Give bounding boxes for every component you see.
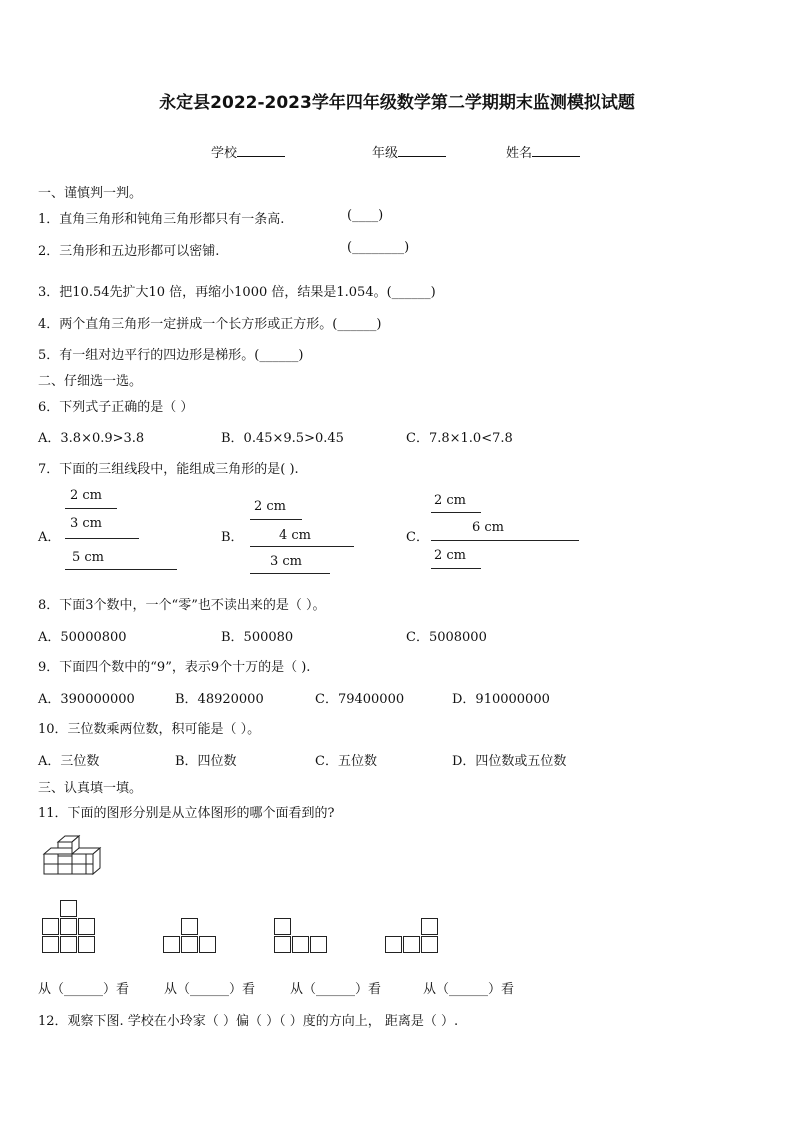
q10-option-d[interactable]: D．四位数或五位数	[452, 754, 567, 769]
section-heading-1: 一、谨慎判一判。	[38, 186, 143, 201]
q7-c-segment-label-3: 2 cm	[434, 548, 467, 563]
q8-option-c[interactable]: C．5008000	[406, 630, 487, 645]
question-7: 7．下面的三组线段中，能组成三角形的是( ).	[38, 462, 299, 477]
q7-b-segment-label-3: 3 cm	[270, 554, 303, 569]
q7-option-a[interactable]: A．	[38, 530, 61, 545]
question-11: 11．下面的图形分别是从立体图形的哪个面看到的?	[38, 806, 335, 821]
q7-b-segment-1	[250, 519, 302, 520]
q7-b-segment-2	[250, 546, 354, 547]
cube-stack-figure	[38, 832, 110, 878]
grade-label: 年级	[372, 146, 399, 161]
q7-a-segment-label-1: 2 cm	[70, 488, 103, 503]
name-field[interactable]	[506, 142, 580, 161]
question-10: 10．三位数乘两位数，积可能是（ ）。	[38, 722, 261, 737]
question-9: 9．下面四个数中的“9”，表示9个十万的是（ ).	[38, 660, 311, 675]
grade-field[interactable]	[372, 142, 446, 161]
q7-a-segment-1	[65, 508, 117, 509]
q7-b-segment-label-2: 4 cm	[279, 528, 312, 543]
q6-option-b[interactable]: B．0.45×9.5>0.45	[221, 431, 344, 446]
page-title: 永定县2022-2023学年四年级数学第二学期期末监测模拟试题	[159, 93, 635, 113]
view-figure-1	[42, 900, 98, 956]
school-label: 学校	[211, 146, 238, 161]
question-6: 6．下列式子正确的是（ ）	[38, 400, 194, 415]
q7-c-segment-label-1: 2 cm	[434, 493, 467, 508]
q9-option-b[interactable]: B．48920000	[175, 692, 264, 707]
view-figure-3	[274, 918, 330, 956]
q7-b-segment-label-1: 2 cm	[254, 499, 287, 514]
question-12: 12．观察下图. 学校在小玲家（ ）偏（ ）（ ）度的方向上， 距离是（ ）.	[38, 1014, 459, 1029]
question-2: 2．三角形和五边形都可以密铺.	[38, 244, 220, 259]
q9-option-d[interactable]: D．910000000	[452, 692, 550, 707]
q9-option-a[interactable]: A．390000000	[38, 692, 135, 707]
q8-option-b[interactable]: B．500080	[221, 630, 294, 645]
question-8: 8．下面3个数中，一个“零”也不读出来的是（ ）。	[38, 598, 326, 613]
q7-b-segment-3	[250, 573, 330, 574]
question-2-blank[interactable]: (________)	[347, 240, 410, 255]
q11-view-answer-1[interactable]: 从（______）看	[38, 982, 130, 997]
q9-option-c[interactable]: C．79400000	[315, 692, 405, 707]
question-4: 4．两个直角三角形一定拼成一个长方形或正方形。(______)	[38, 317, 382, 332]
q8-option-a[interactable]: A．50000800	[38, 630, 127, 645]
q7-option-b[interactable]: B．	[221, 530, 244, 545]
name-label: 姓名	[506, 146, 533, 161]
q7-a-segment-label-3: 5 cm	[72, 550, 105, 565]
q7-c-segment-2	[431, 540, 579, 541]
view-figure-4	[385, 918, 441, 956]
question-1: 1．直角三角形和钝角三角形都只有一条高.	[38, 212, 285, 227]
section-heading-3: 三、认真填一填。	[38, 781, 143, 796]
view-figure-2	[163, 918, 219, 956]
grade-blank[interactable]	[398, 144, 446, 157]
q7-option-c[interactable]: C．	[406, 530, 429, 545]
q7-a-segment-3	[65, 569, 177, 570]
school-blank[interactable]	[237, 144, 285, 157]
q11-view-answer-3[interactable]: 从（______）看	[290, 982, 382, 997]
q6-option-a[interactable]: A．3.8×0.9>3.8	[38, 431, 145, 446]
name-blank[interactable]	[532, 144, 580, 157]
q7-a-segment-label-2: 3 cm	[70, 516, 103, 531]
q6-option-c[interactable]: C．7.8×1.0<7.8	[406, 431, 513, 446]
q7-c-segment-label-2: 6 cm	[472, 520, 505, 535]
q7-a-segment-2	[65, 538, 139, 539]
q7-c-segment-3	[431, 568, 481, 569]
q10-option-c[interactable]: C．五位数	[315, 754, 377, 769]
q10-option-a[interactable]: A．三位数	[38, 754, 100, 769]
question-5: 5．有一组对边平行的四边形是梯形。(______)	[38, 348, 304, 363]
question-3: 3．把10.54先扩大10 倍，再缩小1000 倍，结果是1.054。(______)	[38, 285, 436, 300]
question-1-blank[interactable]: (____)	[347, 208, 384, 223]
q11-view-answer-2[interactable]: 从（______）看	[164, 982, 256, 997]
section-heading-2: 二、仔细选一选。	[38, 374, 143, 389]
q11-view-answer-4[interactable]: 从（______）看	[423, 982, 515, 997]
school-field[interactable]	[211, 142, 285, 161]
q7-c-segment-1	[431, 512, 481, 513]
q10-option-b[interactable]: B．四位数	[175, 754, 237, 769]
